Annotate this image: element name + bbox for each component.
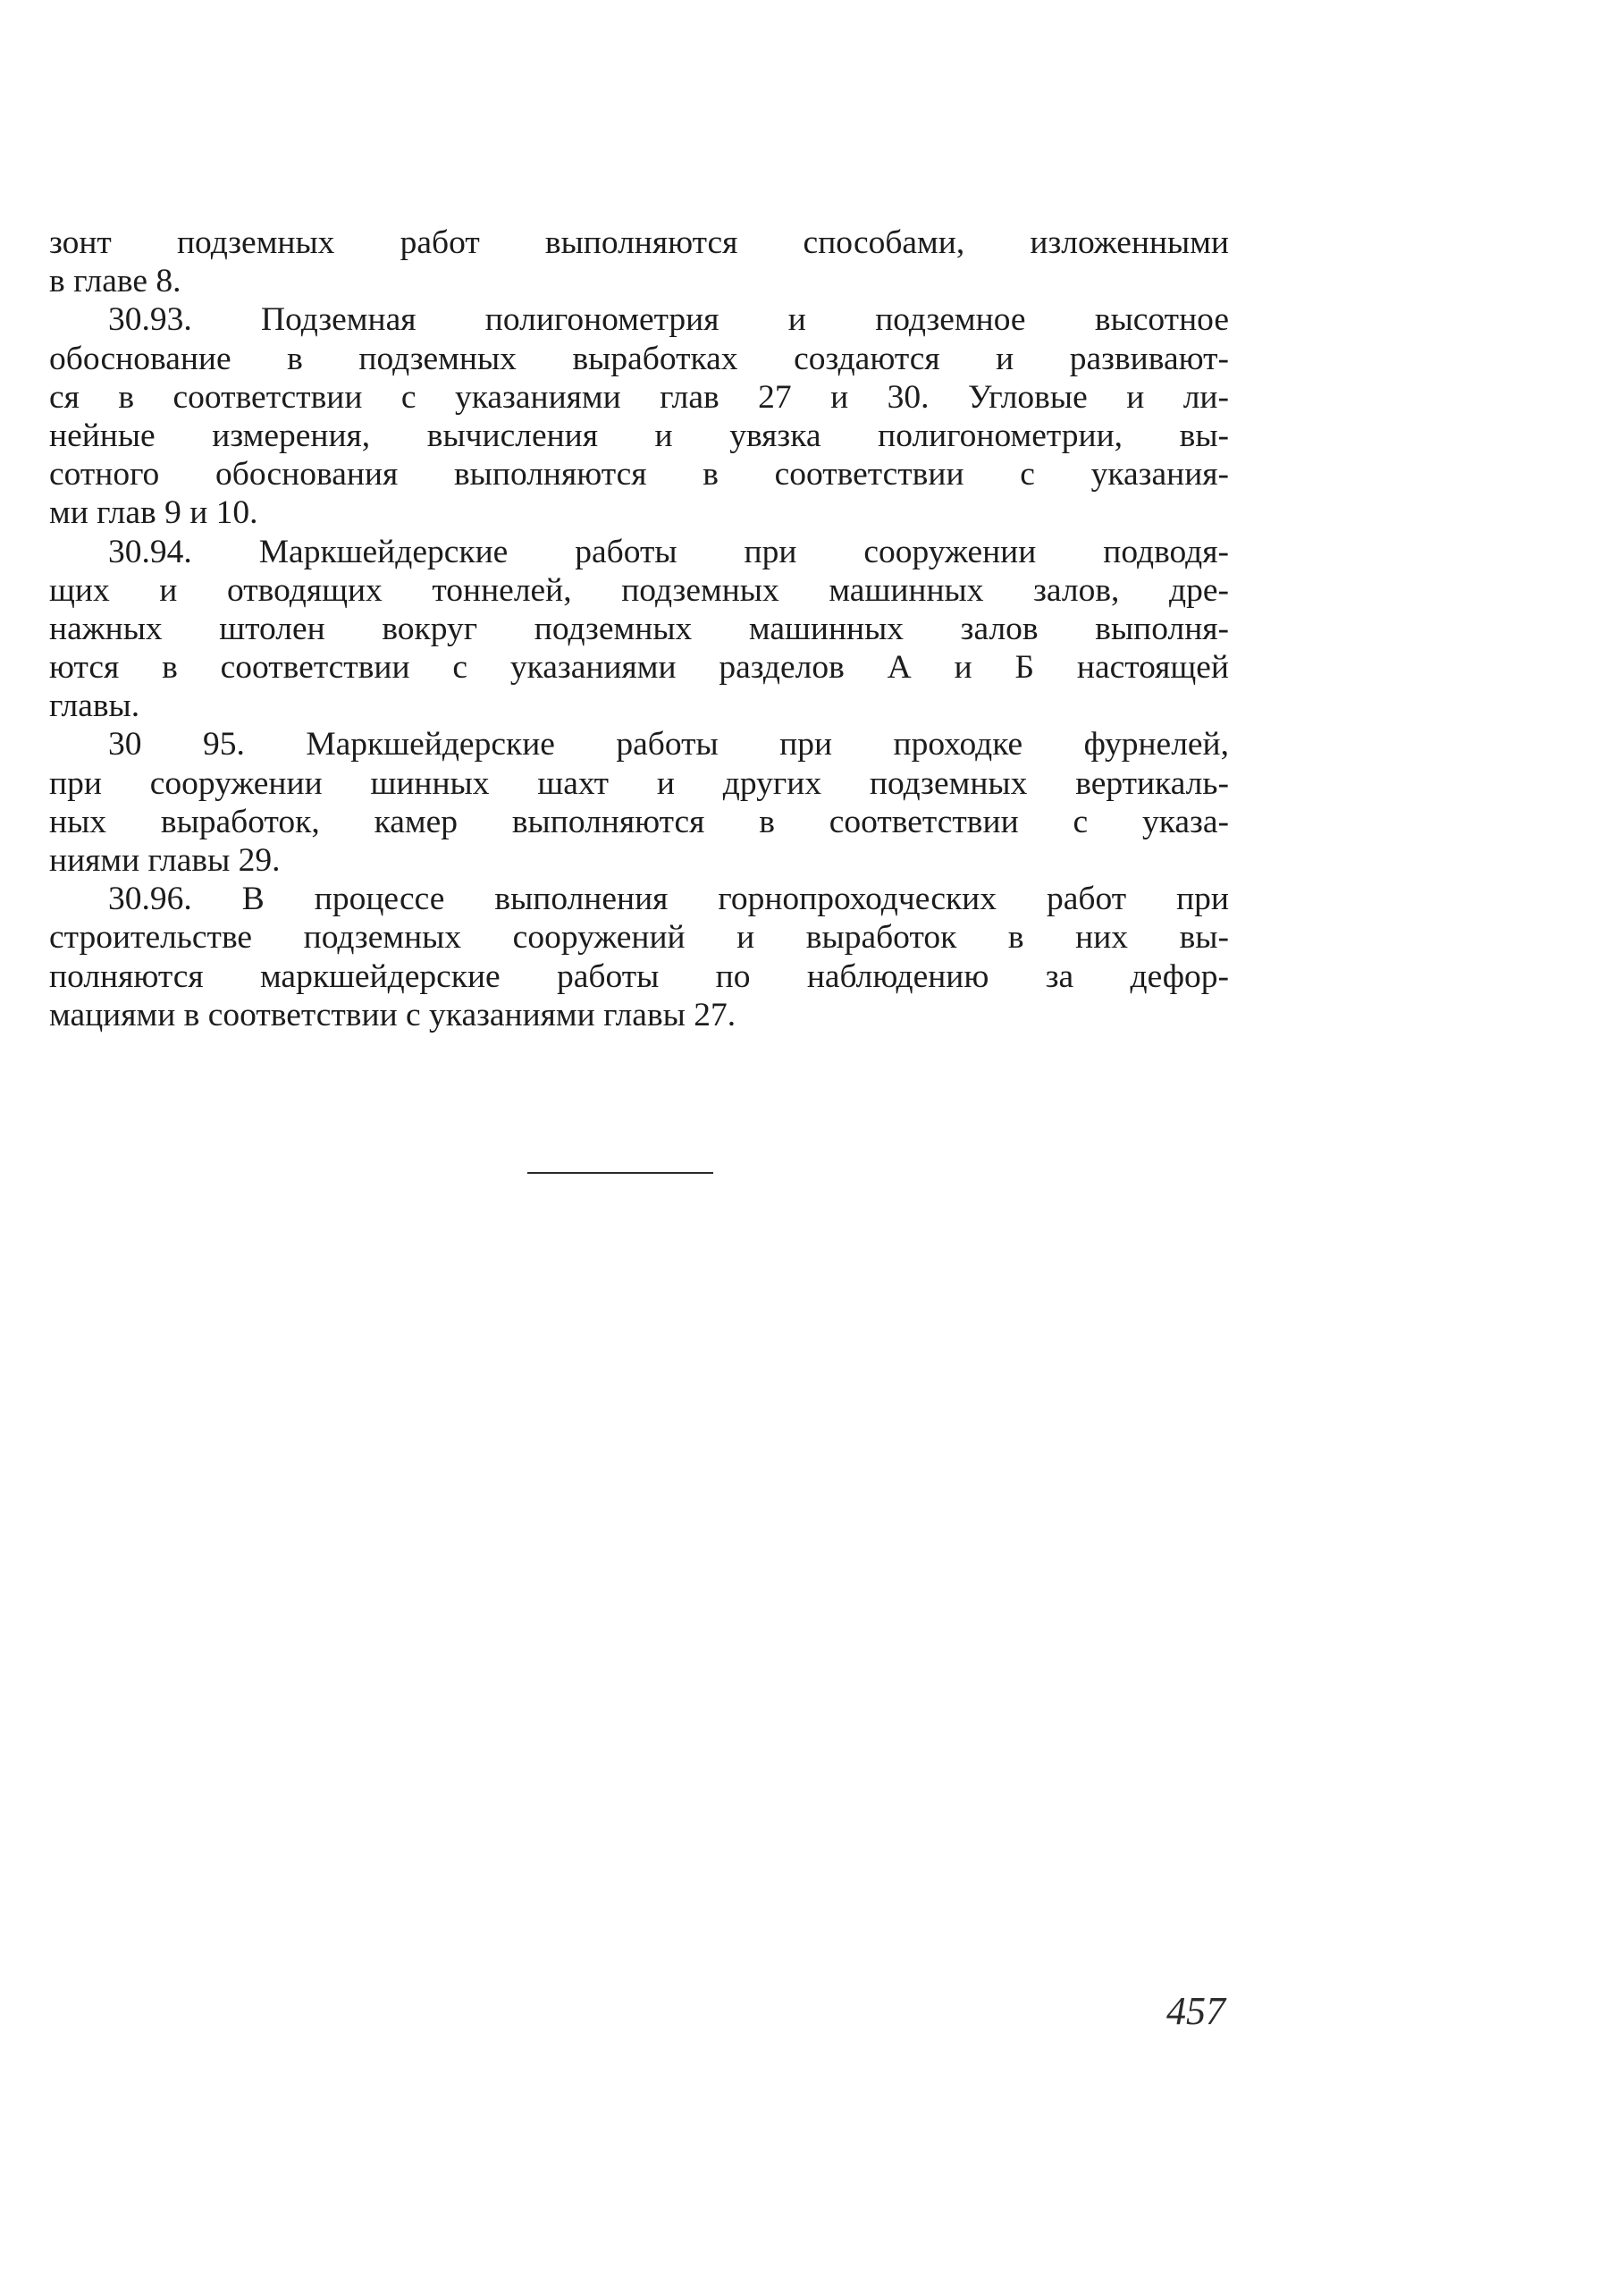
paragraph-30-94 [49,533,1229,726]
text-line: 30.96. В процессе выполнения горнопроходческих работ при [108,881,1229,918]
text-line: зонт подземных работ выполняются способами, изложенными [49,224,1229,261]
text-line: ются в соответствии с указаниями разделов А и Б настоящей [49,649,1229,687]
paragraph [49,223,1229,300]
text-line: в главе 8. [49,263,181,300]
text-line: ся в соответствии с указаниями глав 27 и 30. Угловые и ли- [49,378,1229,416]
paragraph-30-93 [49,300,1229,532]
text-line: при сооружении шинных шахт и других подземных вертикаль- [49,764,1229,802]
text-line: сотного обоснования выполняются в соответствии с указания- [49,456,1229,493]
document-body [49,223,1229,1034]
text-line: главы. [49,687,140,725]
text-line: мациями в соответствии с указаниями главы 27. [49,996,736,1033]
text-line: ниями главы 29. [49,842,281,879]
text-line: 30.93. Подземная полигонометрия и подземное высотное [108,301,1229,339]
page-number: 457 [1166,1989,1225,2033]
text-line: 30.94. Маркшейдерские работы при сооружении подводя- [108,533,1229,570]
text-line: обоснование в подземных выработках создаются и развивают- [49,340,1229,377]
text-line: ных выработок, камер выполняются в соответствии с указа- [49,803,1229,840]
section-divider [527,1172,713,1174]
text-line: нейные измерения, вычисления и увязка полигонометрии, вы- [49,417,1229,454]
text-line: строительстве подземных сооружений и выработок в них вы- [49,919,1229,957]
text-line: ми глав 9 и 10. [49,494,258,532]
text-line: щих и отводящих тоннелей, подземных машинных залов, дре- [49,571,1229,609]
text-line: полняются маркшейдерские работы по наблюдению за дефор- [49,957,1229,995]
paragraph-30-95 [49,725,1229,880]
text-line: 30 95. Маркшейдерские работы при проходке фурнелей, [108,726,1229,763]
text-line: нажных штолен вокруг подземных машинных залов выполня- [49,610,1229,647]
paragraph-30-96 [49,880,1229,1034]
